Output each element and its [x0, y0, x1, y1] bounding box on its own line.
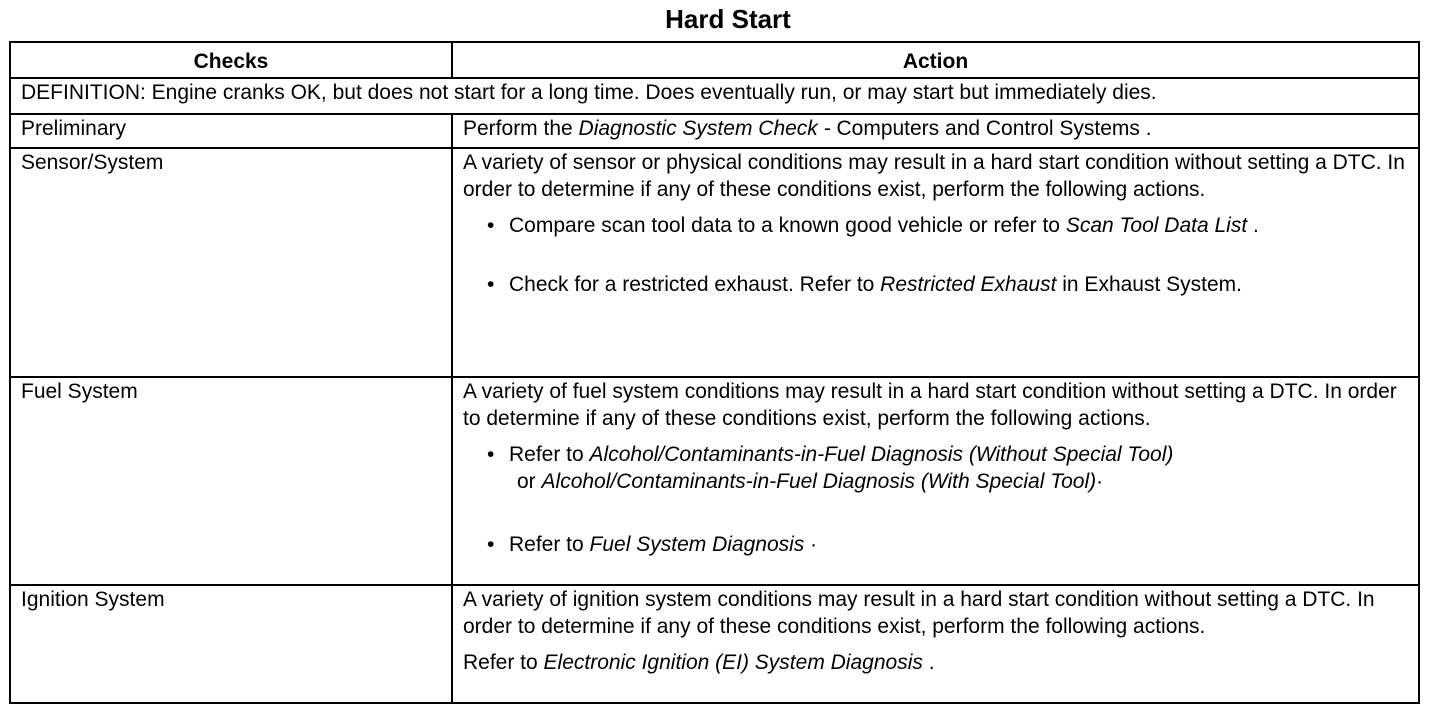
- fuel-system-diagnosis-link[interactable]: Fuel System Diagnosis: [589, 533, 805, 556]
- bullet-text: or: [517, 470, 542, 493]
- page-title: Hard Start: [665, 4, 791, 34]
- bullet-end: in Exhaust System.: [1056, 273, 1242, 296]
- reference-text: Refer to: [463, 651, 544, 674]
- action-intro: A variety of sensor or physical conditions may result in a hard start condition without setting a DTC. In order to determine if any of these conditions exist, perform the following actions.: [463, 151, 1405, 201]
- action-text: Perform the: [463, 117, 579, 140]
- table-header-row: [10, 42, 1419, 78]
- alcohol-with-tool-link[interactable]: Alcohol/Contaminants-in-Fuel Diagnosis (With Special Tool): [541, 470, 1097, 493]
- action-preliminary: [452, 114, 1419, 148]
- bullet-item: [463, 271, 1408, 298]
- action-text: Computers and Control Systems .: [830, 117, 1152, 140]
- action-column-header: Action: [452, 42, 1419, 78]
- action-fuel-system: [452, 377, 1419, 585]
- check-preliminary: Preliminary: [10, 114, 452, 148]
- bullet-text: Refer to: [509, 443, 590, 466]
- action-intro: A variety of fuel system conditions may result in a hard start condition without setting a DTC. In order to determine if any of these conditions exist, perform the following actions.: [463, 380, 1397, 430]
- table-row-preliminary: [10, 114, 1419, 148]
- reference-line: [463, 649, 1408, 676]
- restricted-exhaust-link[interactable]: Restricted Exhaust: [880, 273, 1057, 296]
- alcohol-without-tool-link[interactable]: Alcohol/Contaminants-in-Fuel Diagnosis (Without Special Tool): [589, 443, 1174, 466]
- action-sensor-system: [452, 148, 1419, 377]
- bullet-item: [463, 441, 1408, 468]
- check-fuel-system: Fuel System: [10, 377, 452, 585]
- definition-row: [10, 78, 1419, 114]
- electronic-ignition-link[interactable]: Electronic Ignition (EI) System Diagnosis: [543, 651, 923, 674]
- check-sensor-system: Sensor/System: [10, 148, 452, 377]
- check-ignition-system: Ignition System: [10, 585, 452, 703]
- action-intro: A variety of ignition system conditions may result in a hard start condition without setting a DTC. In order to determine if any of these conditions exist, perform the following actions.: [463, 588, 1375, 638]
- bullet-item: [463, 531, 1408, 558]
- action-ignition-system: [452, 585, 1419, 703]
- table-row-sensor-system: [10, 148, 1419, 377]
- diagnostic-system-check-link[interactable]: Diagnostic System Check -: [578, 117, 831, 140]
- bullet-item: [463, 212, 1408, 239]
- diagnostic-table: [9, 41, 1420, 704]
- bullet-text: Check for a restricted exhaust. Refer to: [509, 273, 881, 296]
- table-row-fuel-system: [10, 377, 1419, 585]
- bullet-end: ·: [804, 533, 818, 556]
- bullet-text: Compare scan tool data to a known good vehicle or refer to: [509, 214, 1066, 237]
- bullet-end: ·: [1096, 470, 1104, 493]
- definition-text: DEFINITION: Engine cranks OK, but does not start for a long time. Does eventually run, or may start but immediately dies.: [10, 78, 1419, 114]
- reference-end: .: [922, 651, 935, 674]
- bullet-end: .: [1247, 214, 1259, 237]
- checks-column-header: Checks: [10, 42, 452, 78]
- table-row-ignition-system: [10, 585, 1419, 703]
- bullet-text: Refer to: [509, 533, 590, 556]
- bullet-continuation: [463, 468, 1408, 495]
- scan-tool-data-list-link[interactable]: Scan Tool Data List: [1065, 214, 1248, 237]
